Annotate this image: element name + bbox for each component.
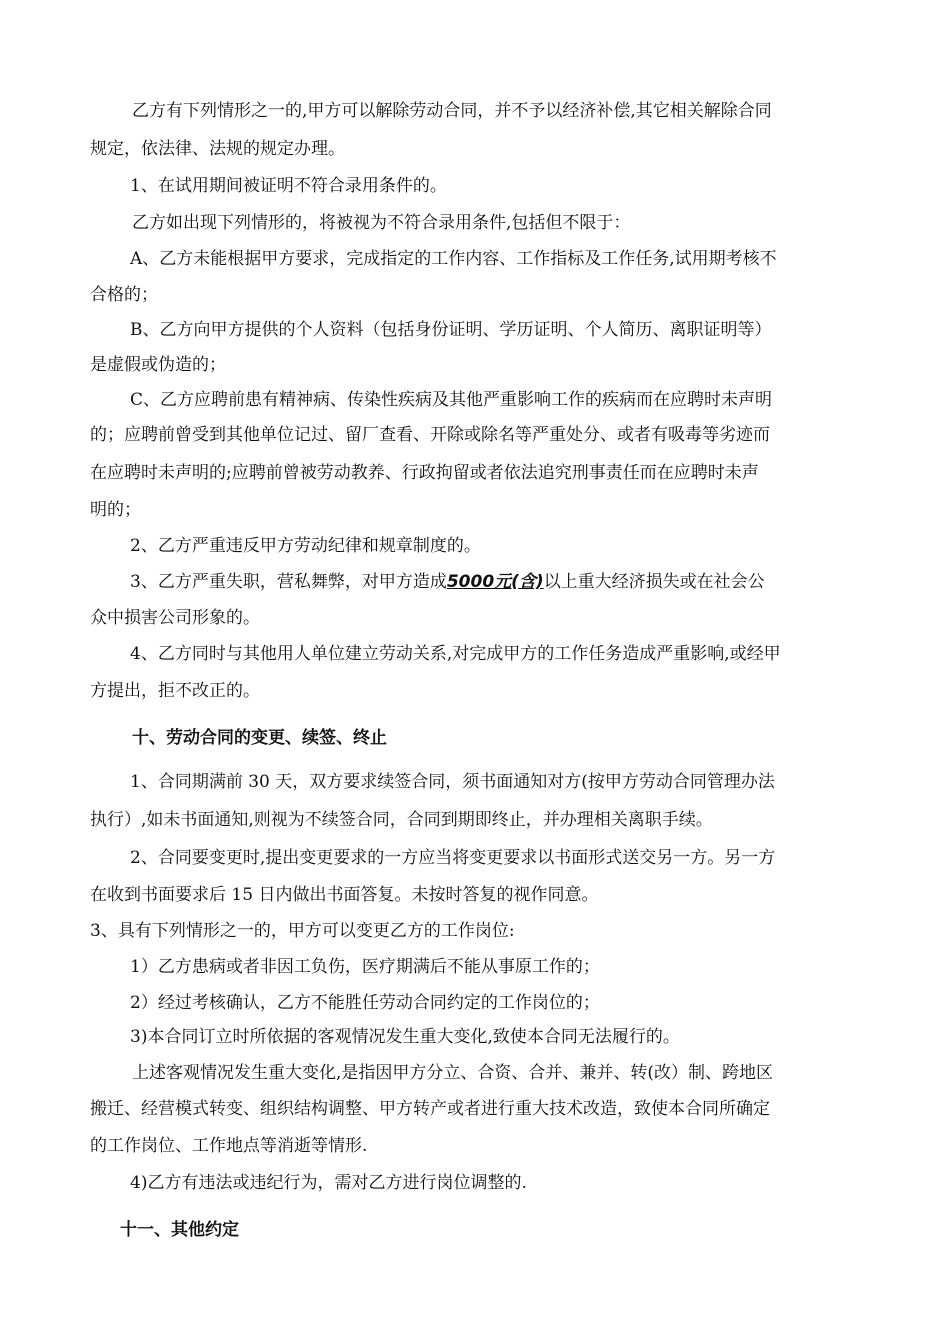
paragraph-line: 乙方如出现下列情形的，将被视为不符合录用条件,包括但不限于： — [132, 213, 631, 233]
list-item: 4、乙方同时与其他用人单位建立劳动关系,对完成甲方的工作任务造成严重影响,或经甲 — [130, 644, 781, 664]
paragraph-line: 是虚假或伪造的； — [90, 355, 226, 375]
paragraph-line: 在收到书面要求后 15 日内做出书面答复。未按时答复的视作同意。 — [90, 885, 599, 905]
paragraph-line: 搬迁、经营模式转变、组织结构调整、甲方转产或者进行重大技术改造，致使本合同所确定 — [90, 1099, 770, 1119]
item3-text-pre: 3、乙方严重失职，营私舞弊，对甲方造成 — [130, 572, 447, 592]
paragraph-line: 乙方有下列情形之一的,甲方可以解除劳动合同，并不予以经济补偿,其它相关解除合同 — [132, 101, 772, 121]
list-item: C、乙方应聘前患有精神病、传染性疾病及其他严重影响工作的疾病而在应聘时未声明 — [130, 390, 773, 410]
list-item: B、乙方向甲方提供的个人资料（包括身份证明、学历证明、个人简历、离职证明等） — [130, 320, 772, 340]
list-item: 4)乙方有违法或违纪行为，需对乙方进行岗位调整的. — [130, 1173, 527, 1193]
list-item: 1）乙方患病或者非因工负伤，医疗期满后不能从事原工作的； — [130, 957, 600, 977]
paragraph-line: 的工作岗位、工作地点等消逝等情形. — [90, 1136, 368, 1156]
paragraph-line: 上述客观情况发生重大变化,是指因甲方分立、合资、合并、兼并、转(改）制、跨地区 — [132, 1063, 774, 1083]
amount-emphasis: 5000元(含) — [446, 572, 544, 592]
list-item: 2、乙方严重违反甲方劳动纪律和规章制度的。 — [130, 536, 481, 556]
item3-text-post: 以上重大经济损失或在社会公 — [543, 572, 765, 592]
paragraph-line: 明的； — [90, 500, 141, 520]
paragraph-line: 执行）,如未书面通知,则视为不续签合同，合同到期即终止，并办理相关离职手续。 — [90, 810, 713, 830]
list-item: 2、合同要变更时,提出变更要求的一方应当将变更要求以书面形式送交另一方。另一方 — [130, 848, 776, 868]
paragraph-line: 的；应聘前曾受到其他单位记过、留厂查看、开除或除名等严重处分、或者有吸毒等劣迹而 — [90, 425, 770, 445]
paragraph-line: 方提出，拒不改正的。 — [90, 681, 260, 701]
list-item: 1、在试用期间被证明不符合录用条件的。 — [130, 176, 447, 196]
paragraph-line: 规定，依法律、法规的规定办理。 — [90, 139, 345, 159]
paragraph-line: 在应聘时未声明的;应聘前曾被劳动教养、行政拘留或者依法追究刑事责任而在应聘时未声 — [90, 463, 759, 483]
section-heading: 十一、其他约定 — [120, 1220, 239, 1240]
list-item: A、乙方未能根据甲方要求，完成指定的工作内容、工作指标及工作任务,试用期考核不 — [130, 249, 777, 269]
list-item — [130, 570, 860, 594]
list-item: 1、合同期满前 30 天，双方要求续签合同，须书面通知对方(按甲方劳动合同管理办法 — [130, 772, 775, 792]
paragraph-line: 合格的； — [90, 285, 158, 305]
paragraph-line: 众中损害公司形象的。 — [90, 608, 260, 628]
section-heading: 十、劳动合同的变更、续签、终止 — [132, 728, 387, 748]
list-item: 3)本合同订立时所依据的客观情况发生重大变化,致使本合同无法履行的。 — [130, 1027, 680, 1047]
list-item: 3、具有下列情形之一的，甲方可以变更乙方的工作岗位: — [90, 921, 515, 941]
list-item: 2）经过考核确认，乙方不能胜任劳动合同约定的工作岗位的； — [130, 993, 600, 1013]
